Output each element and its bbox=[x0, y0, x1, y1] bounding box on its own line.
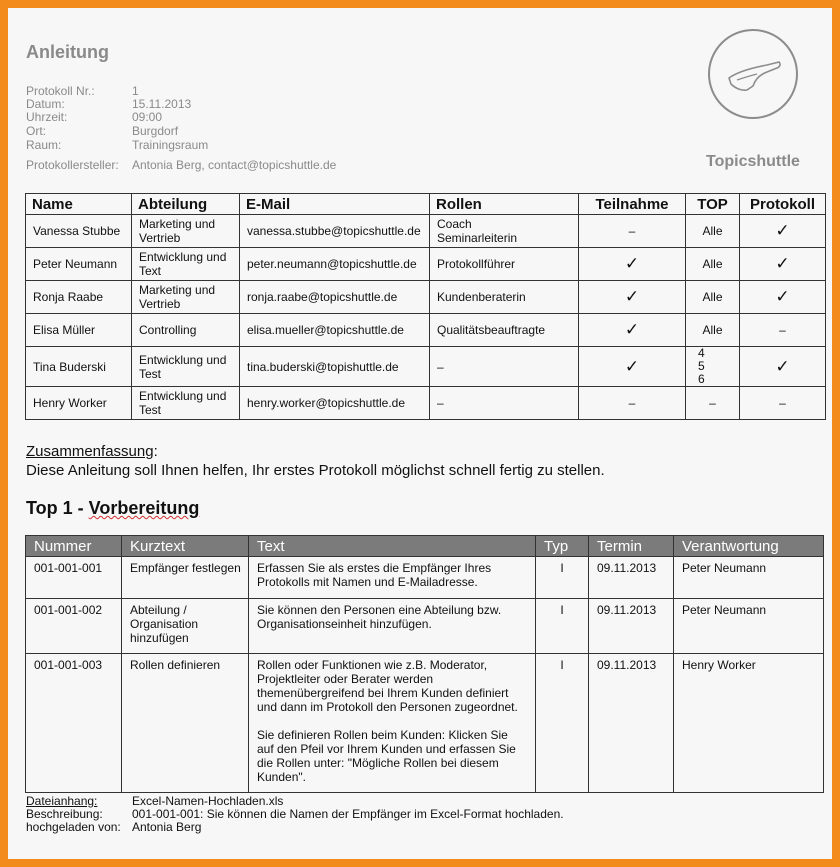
summary-label: Zusammenfassung bbox=[26, 443, 154, 460]
participant-row bbox=[26, 314, 826, 347]
cell-line: Test bbox=[139, 366, 162, 381]
column-header: E-Mail bbox=[240, 194, 430, 215]
column-header: Termin bbox=[589, 536, 674, 557]
participant-name: Vanessa Stubbe bbox=[26, 215, 132, 248]
cell-line: Rollen oder Funktionen wie z.B. Moderator, bbox=[257, 658, 488, 672]
participant-attendance: ✓ bbox=[579, 248, 686, 281]
meta-value: 1 bbox=[132, 84, 139, 98]
attachment-file[interactable]: Excel-Namen-Hochladen.xls bbox=[132, 794, 284, 808]
participant-email: elisa.mueller@topicshuttle.de bbox=[240, 314, 430, 347]
topic-type: I bbox=[536, 599, 589, 654]
cell-line: Organisation bbox=[130, 617, 199, 631]
cell-line: themenübergreifend bei Ihrem Kunden definiert bbox=[257, 686, 509, 700]
topic-text bbox=[249, 654, 536, 793]
meta-label: Protokollersteller: bbox=[26, 158, 119, 172]
participant-email: ronja.raabe@topicshuttle.de bbox=[240, 281, 430, 314]
participant-protocol: ✓ bbox=[740, 215, 826, 248]
meta-label: Ort: bbox=[26, 124, 46, 138]
participant-dept bbox=[132, 387, 240, 420]
column-header: Abteilung bbox=[132, 194, 240, 215]
participant-email: henry.worker@topicshuttle.de bbox=[240, 387, 430, 420]
participant-roles bbox=[430, 314, 579, 347]
summary-block bbox=[26, 442, 605, 480]
participant-row bbox=[26, 281, 826, 314]
column-header: Nummer bbox=[26, 536, 122, 557]
meta-label: Raum: bbox=[26, 138, 62, 152]
participant-roles bbox=[430, 281, 579, 314]
column-header: Verantwortung bbox=[674, 536, 824, 557]
section-heading bbox=[26, 498, 199, 519]
cell-line: Seminarleiterin bbox=[437, 231, 518, 245]
cell-line: und dann im Protokoll den Personen zugeordnet. bbox=[257, 700, 518, 714]
topic-paragraph bbox=[257, 561, 529, 589]
participant-attendance: ✓ bbox=[579, 281, 686, 314]
cell-line: Abteilung / bbox=[130, 603, 187, 617]
topic-short-text bbox=[122, 599, 249, 654]
document-title: Anleitung bbox=[26, 42, 109, 62]
cell-line: Organisationseinheit hinzufügen. bbox=[257, 617, 432, 631]
topic-paragraph bbox=[257, 658, 529, 714]
participant-attendance: – bbox=[579, 215, 686, 248]
topic-short-text bbox=[122, 654, 249, 793]
cell-line: Test bbox=[139, 403, 162, 417]
topics-table bbox=[25, 535, 824, 793]
cell-line: Entwicklung und bbox=[139, 389, 227, 403]
cell-line: Vertrieb bbox=[139, 297, 181, 311]
participant-row bbox=[26, 387, 826, 420]
participant-roles bbox=[430, 347, 579, 387]
cell-line: Entwicklung und bbox=[139, 250, 227, 264]
shuttle-logo-icon bbox=[707, 28, 799, 120]
topic-date: 09.11.2013 bbox=[589, 599, 674, 654]
attachment-label: Beschreibung: bbox=[26, 807, 103, 821]
participant-roles bbox=[430, 248, 579, 281]
cell-line: Vertrieb bbox=[139, 231, 181, 245]
participant-top bbox=[686, 248, 740, 281]
cell-line: – bbox=[437, 359, 444, 374]
participant-top bbox=[686, 281, 740, 314]
participant-dept bbox=[132, 314, 240, 347]
participant-protocol: – bbox=[740, 314, 826, 347]
participant-protocol: ✓ bbox=[740, 281, 826, 314]
participant-dept bbox=[132, 248, 240, 281]
meta-label: Protokoll Nr.: bbox=[26, 84, 95, 98]
cell-line: Controlling bbox=[139, 323, 197, 337]
meta-value: 15.11.2013 bbox=[132, 97, 192, 111]
cell-line: Kunden". bbox=[257, 770, 306, 784]
topic-paragraph bbox=[257, 603, 529, 631]
cell-line: Marketing und bbox=[139, 283, 216, 297]
topic-text bbox=[249, 599, 536, 654]
topic-number: 001-001-001 bbox=[26, 557, 122, 599]
topic-date: 09.11.2013 bbox=[589, 557, 674, 599]
participant-email: vanessa.stubbe@topicshuttle.de bbox=[240, 215, 430, 248]
cell-line: Text bbox=[139, 264, 162, 278]
column-header: Typ bbox=[536, 536, 589, 557]
cell-line: Alle bbox=[702, 290, 723, 304]
cell-line: Protokollführer bbox=[437, 257, 516, 271]
participant-dept bbox=[132, 215, 240, 248]
cell-line: auf den Pfeil vor Ihrem Kunden und erfassen Sie bbox=[257, 742, 516, 756]
topic-responsible: Henry Worker bbox=[674, 654, 824, 793]
cell-line: 6 bbox=[698, 372, 705, 386]
participant-dept bbox=[132, 347, 240, 387]
column-header: Kurztext bbox=[122, 536, 249, 557]
participant-name: Tina Buderski bbox=[26, 347, 132, 387]
document-page bbox=[8, 8, 832, 859]
participant-protocol: – bbox=[740, 387, 826, 420]
attachment-label: Dateianhang: bbox=[26, 794, 98, 808]
topic-paragraph bbox=[257, 728, 529, 784]
topic-text bbox=[249, 557, 536, 599]
participant-protocol: ✓ bbox=[740, 347, 826, 387]
participants-table bbox=[25, 193, 826, 420]
section-title: Vorbereitung bbox=[88, 498, 200, 518]
attachment-label: hochgeladen von: bbox=[26, 820, 121, 834]
participant-name: Ronja Raabe bbox=[26, 281, 132, 314]
meta-label: Uhrzeit: bbox=[26, 110, 68, 124]
participant-attendance: ✓ bbox=[579, 347, 686, 387]
topics-header-row bbox=[26, 536, 824, 557]
cell-line: Alle bbox=[702, 224, 723, 238]
cell-line: Kundenberaterin bbox=[437, 290, 526, 304]
cell-line: Rollen definieren bbox=[130, 658, 221, 672]
participant-row bbox=[26, 248, 826, 281]
cell-line: – bbox=[709, 396, 716, 410]
cell-line: Qualitätsbeauftragte bbox=[437, 323, 546, 337]
participant-name: Henry Worker bbox=[26, 387, 132, 420]
cell-line: hinzufügen bbox=[130, 631, 189, 645]
topic-type: I bbox=[536, 654, 589, 793]
meta-value: Burgdorf bbox=[132, 124, 179, 138]
participant-roles bbox=[430, 387, 579, 420]
topic-short-text bbox=[122, 557, 249, 599]
participant-name: Elisa Müller bbox=[26, 314, 132, 347]
participant-row bbox=[26, 347, 826, 387]
meta-value: Trainingsraum bbox=[132, 138, 209, 152]
participant-attendance: – bbox=[579, 387, 686, 420]
topic-number: 001-001-002 bbox=[26, 599, 122, 654]
meta-label: Datum: bbox=[26, 97, 65, 111]
column-header: Rollen bbox=[430, 194, 579, 215]
topic-date: 09.11.2013 bbox=[589, 654, 674, 793]
summary-text: Diese Anleitung soll Ihnen helfen, Ihr erstes Protokoll möglichst schnell fertig zu stellen. bbox=[26, 462, 605, 479]
meta-value: Antonia Berg, contact@topicshuttle.de bbox=[132, 158, 337, 172]
participant-top bbox=[686, 314, 740, 347]
cell-line: Empfänger festlegen bbox=[130, 561, 241, 575]
cell-line: die Rollen unter: "Mögliche Rollen bei diesem bbox=[257, 756, 499, 770]
column-header: Protokoll bbox=[740, 194, 826, 215]
cell-line: Marketing und bbox=[139, 217, 216, 231]
attachment-description: 001-001-001: Sie können die Namen der Empfänger im Excel-Format hochladen. bbox=[132, 807, 564, 821]
section-prefix: Top 1 - bbox=[26, 498, 89, 518]
cell-line: 5 bbox=[698, 359, 705, 373]
participant-roles bbox=[430, 215, 579, 248]
column-header: Text bbox=[249, 536, 536, 557]
participant-attendance: ✓ bbox=[579, 314, 686, 347]
participant-dept bbox=[132, 281, 240, 314]
participants-header-row bbox=[26, 194, 826, 215]
topic-number: 001-001-003 bbox=[26, 654, 122, 793]
cell-line: – bbox=[437, 396, 444, 410]
column-header: Name bbox=[26, 194, 132, 215]
participant-top bbox=[686, 347, 740, 387]
topic-responsible: Peter Neumann bbox=[674, 557, 824, 599]
cell-line: Alle bbox=[702, 323, 723, 337]
topic-row bbox=[26, 557, 824, 599]
column-header: Teilnahme bbox=[579, 194, 686, 215]
cell-line: Entwicklung und bbox=[139, 352, 227, 367]
cell-line: Protokolls mit Namen und E-Mailadresse. bbox=[257, 575, 478, 589]
brand-name: Topicshuttle bbox=[706, 153, 800, 170]
attachment-uploader: Antonia Berg bbox=[132, 820, 202, 834]
cell-line: Sie können den Personen eine Abteilung bzw. bbox=[257, 603, 502, 617]
meta-value: 09:00 bbox=[132, 110, 163, 124]
participant-email: tina.buderski@topishuttle.de bbox=[240, 347, 430, 387]
cell-line: Erfassen Sie als erstes die Empfänger Ihres bbox=[257, 561, 492, 575]
participant-name: Peter Neumann bbox=[26, 248, 132, 281]
cell-line: Alle bbox=[702, 257, 723, 271]
cell-line: Projektleiter oder Berater werden bbox=[257, 672, 434, 686]
topic-row bbox=[26, 654, 824, 793]
column-header: TOP bbox=[686, 194, 740, 215]
cell-line: Coach bbox=[437, 217, 472, 231]
participant-email: peter.neumann@topicshuttle.de bbox=[240, 248, 430, 281]
summary-colon: : bbox=[153, 443, 158, 460]
participant-top bbox=[686, 215, 740, 248]
cell-line: 4 bbox=[698, 346, 705, 360]
cell-line: Sie definieren Rollen beim Kunden: Klicken Sie bbox=[257, 728, 508, 742]
topic-type: I bbox=[536, 557, 589, 599]
participant-protocol: ✓ bbox=[740, 248, 826, 281]
participant-top bbox=[686, 387, 740, 420]
topic-row bbox=[26, 599, 824, 654]
participant-row bbox=[26, 215, 826, 248]
topic-responsible: Peter Neumann bbox=[674, 599, 824, 654]
